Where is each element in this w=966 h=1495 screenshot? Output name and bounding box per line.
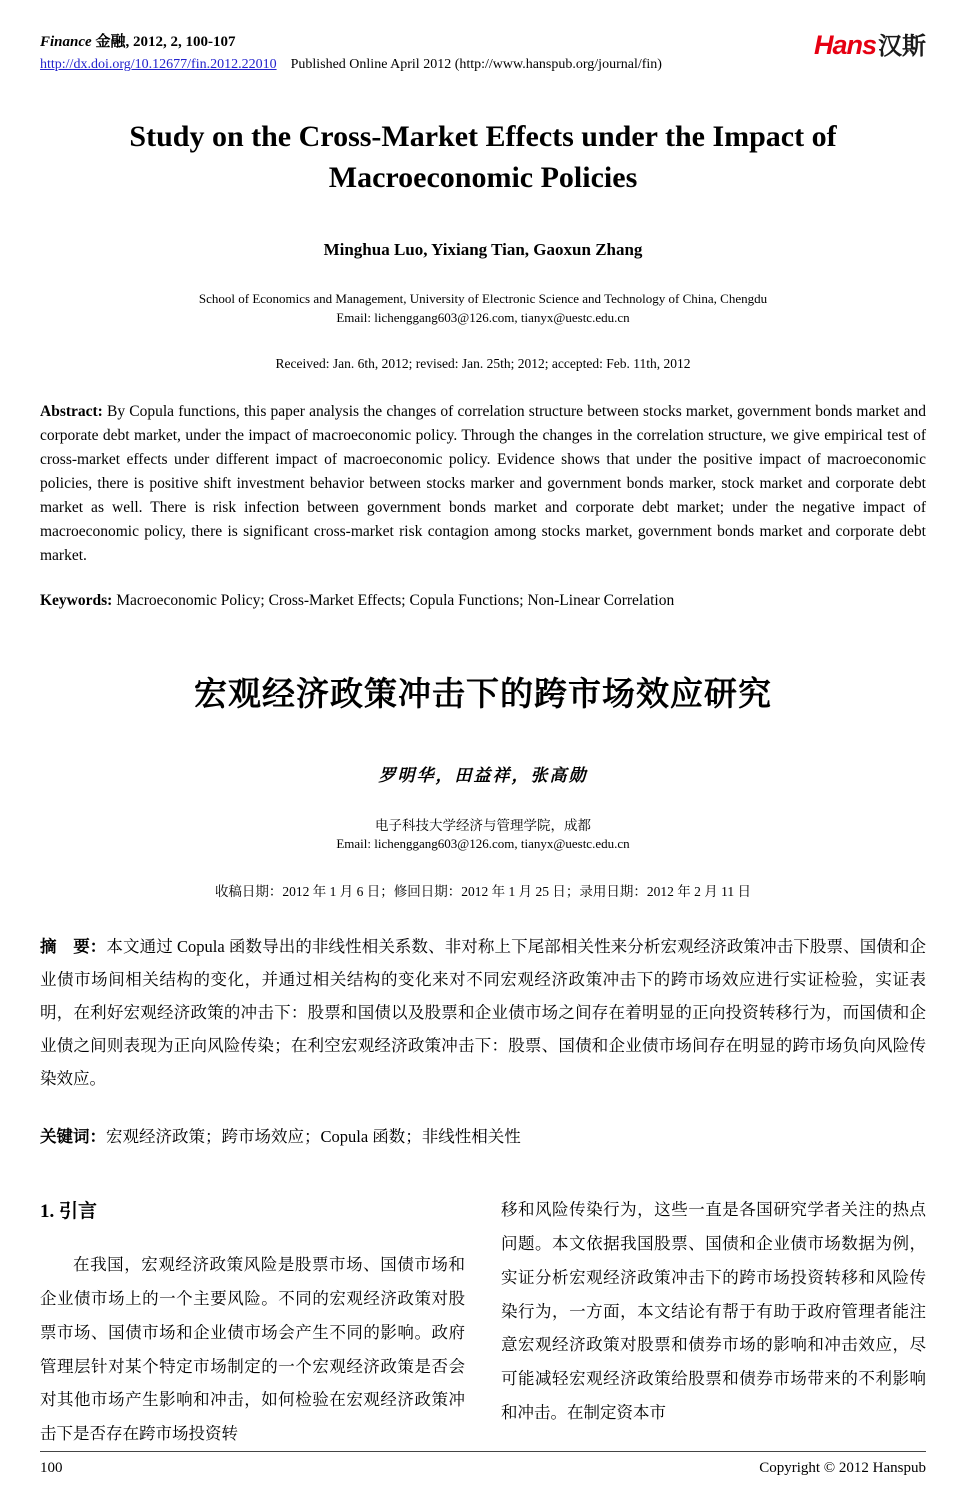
abstract-label-cn: 摘 要： xyxy=(40,937,107,957)
abstract-text-en: By Copula functions, this paper analysis the changes of correlation structure between stocks market, government bonds market and corporate debt market, under the impact of macroeconomic policy. Through the changes in the correlation structure, we give empirical test of cross-market effects under different impact of macroeconomic policy. Evidence shows that under the positive impact of macroeconomic policies, there is positive shift investment behavior between stocks marker and government bonds marker, stock market and corporate debt market as well. There is risk infection between government bonds market and corporate debt market; under the negative impact of macroeconomic policy, there is significant cross-market risk contagion among stocks market, government bonds market and corporate debt market. xyxy=(40,402,926,564)
email-en: Email: lichenggang603@126.com, tianyx@uestc.edu.cn xyxy=(336,309,630,325)
keywords-text-cn: 宏观经济政策；跨市场效应；Copula 函数；非线性相关性 xyxy=(106,1127,521,1147)
section-1-heading: 1. 引言 xyxy=(40,1201,98,1223)
authors-en: Minghua Luo, Yixiang Tian, Gaoxun Zhang xyxy=(323,240,643,259)
body-left-column xyxy=(40,1193,465,1451)
email-cn: Email: lichenggang603@126.com, tianyx@uestc.edu.cn xyxy=(336,836,630,852)
journal-name-cn: 金融 xyxy=(95,34,126,50)
received-dates-en: Received: Jan. 6th, 2012; revised: Jan. 25th; 2012; accepted: Feb. 11th, 2012 xyxy=(275,355,691,371)
keywords-label-en: Keywords: xyxy=(40,591,113,609)
journal-issue: , 2012, 2, 100-107 xyxy=(125,34,236,50)
abstract-en xyxy=(40,400,926,568)
doi-link[interactable]: http://dx.doi.org/10.12677/fin.2012.22010 xyxy=(40,57,277,72)
body-right-paragraph: 移和风险传染行为，这些一直是各国研究学者关注的热点问题。本文依据我国股票、国债和企业债市场数据为例，实证分析宏观经济政策冲击下的跨市场投资转移和风险传染行为，一方面，本文结论有帮于有助于政府管理者能注意宏观经济政策对股票和债券市场的影响和冲击效应，尽可能减轻宏观经济政策给股票和债券市场带来的不利影响和冲击。在制定资本市 xyxy=(501,1200,926,1423)
keywords-label-cn: 关键词： xyxy=(40,1127,106,1147)
hans-logo-en: Hans xyxy=(813,30,876,60)
abstract-cn xyxy=(40,930,926,1095)
journal-header xyxy=(40,30,926,73)
journal-info xyxy=(40,30,662,73)
journal-citation xyxy=(40,30,662,51)
affiliation-cn: 电子科技大学经济与管理学院，成都 xyxy=(375,817,591,833)
body-left-paragraph: 在我国，宏观经济政策风险是股票市场、国债市场和企业债市场上的一个主要风险。不同的宏观经济政策对股票市场、国债市场和企业债市场会产生不同的影响。政府管理层针对某个特定市场制定的一个宏观经济政策是否会对其他市场产生影响和冲击，如何检验在宏观经济政策冲击下是否存在跨市场投资转 xyxy=(40,1255,465,1444)
authors-cn: 罗明华，田益祥，张高勋 xyxy=(378,765,588,785)
body-right-column xyxy=(501,1193,926,1451)
doi-line xyxy=(40,57,662,73)
received-dates-cn: 收稿日期：2012 年 1 月 6 日；修回日期：2012 年 1 月 25 日；录用日期：2012 年 2 月 11 日 xyxy=(214,884,752,900)
copyright-text: Copyright © 2012 Hanspub xyxy=(759,1460,926,1477)
journal-name-en: Finance xyxy=(40,34,92,50)
published-online-text: Published Online April 2012 (http://www.hanspub.org/journal/fin) xyxy=(290,57,662,72)
abstract-label-en: Abstract: xyxy=(40,402,103,420)
keywords-text-en: Macroeconomic Policy; Cross-Market Effects; Copula Functions; Non-Linear Correlation xyxy=(116,591,675,609)
paper-title-en: Study on the Cross-Market Effects under the Impact of Macroeconomic Policies xyxy=(129,120,837,194)
keywords-cn xyxy=(40,1123,926,1147)
abstract-text-cn: 本文通过 Copula 函数导出的非线性相关系数、非对称上下尾部相关性来分析宏观经济政策冲击下股票、国债和企业债市场间相关结构的变化，并通过相关结构的变化来对不同宏观经济政策冲击下的跨市场效应进行实证检验，实证表明，在利好宏观经济政策的冲击下：股票和国债以及股票和企业债市场之间存在着明显的正向投资转移行为，而国债和企业债之间则表现为正向风险传染；在利空宏观经济政策冲击下：股票、国债和企业债市场间存在明显的跨市场负向风险传染效应。 xyxy=(40,937,926,1089)
hans-logo-cn: 汉斯 xyxy=(878,33,926,60)
paper-title-cn: 宏观经济政策冲击下的跨市场效应研究 xyxy=(194,676,772,713)
page-number: 100 xyxy=(40,1460,63,1477)
two-column-body xyxy=(40,1193,926,1451)
page-footer xyxy=(40,1451,926,1477)
keywords-en xyxy=(40,592,926,610)
hans-logo xyxy=(814,32,926,59)
affiliation-en: School of Economics and Management, University of Electronic Science and Technology of China, Chengdu xyxy=(198,291,768,306)
